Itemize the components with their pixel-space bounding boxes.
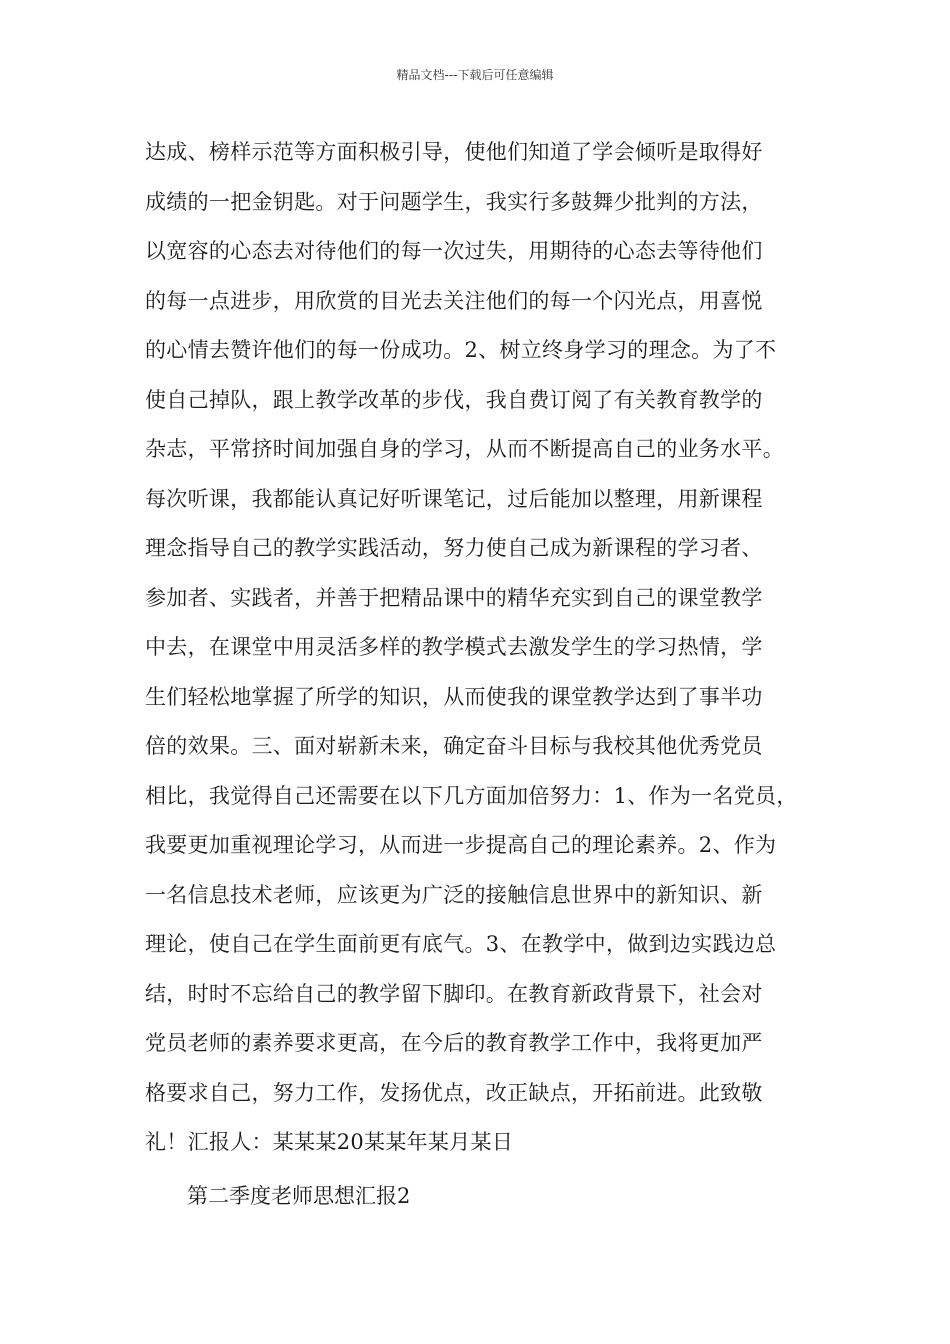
section-title: 第二季度老师思想汇报2 bbox=[187, 1184, 411, 1208]
text-line: 我要更加重视理论学习，从而进一步提高自己的理论素养。2、作为 bbox=[145, 833, 777, 857]
text-line: 每次听课，我都能认真记好听课笔记，过后能加以整理，用新课程 bbox=[145, 486, 763, 511]
text-line: 倍的效果。三、面对崭新未来，确定奋斗目标与我校其他优秀党员 bbox=[145, 734, 763, 758]
text-line: 相比，我觉得自己还需要在以下几方面加倍努力：1、作为一名党员， bbox=[145, 783, 798, 808]
text-line: 一名信息技术老师，应该更为广泛的接触信息世界中的新知识、新 bbox=[145, 882, 763, 907]
text-line: 中去，在课堂中用灵活多样的教学模式去激发学生的学习热情，学 bbox=[145, 635, 763, 659]
text-line: 结，时时不忘给自己的教学留下脚印。在教育新政背景下，社会对 bbox=[145, 981, 763, 1006]
text-line: 达成、榜样示范等方面积极引导，使他们知道了学会倾听是取得好 bbox=[145, 140, 763, 164]
text-line: 理念指导自己的教学实践活动，努力使自己成为新课程的学习者、 bbox=[145, 536, 763, 560]
text-line: 参加者、实践者，并善于把精品课中的精华充实到自己的课堂教学 bbox=[145, 585, 763, 610]
text-line: 生们轻松地掌握了所学的知识，从而使我的课堂教学达到了事半功 bbox=[145, 684, 763, 709]
text-line: 理论，使自己在学生面前更有底气。3、在教学中，做到边实践边总 bbox=[145, 932, 777, 956]
text-line: 党员老师的素养要求更高，在今后的教育教学工作中，我将更加严 bbox=[145, 1031, 763, 1055]
document-body bbox=[145, 128, 835, 1168]
text-line: 成绩的一把金钥匙。对于问题学生，我实行多鼓舞少批判的方法， bbox=[145, 189, 763, 214]
page-header: 精品文档---下载后可任意编辑 bbox=[396, 68, 554, 82]
text-line: 的每一点进步，用欣赏的目光去关注他们的每一个闪光点，用喜悦 bbox=[145, 288, 763, 313]
text-line: 杂志，平常挤时间加强自身的学习，从而不断提高自己的业务水平。 bbox=[145, 437, 784, 461]
text-line: 礼！汇报人：某某某20某某年某月某日 bbox=[145, 1130, 514, 1154]
text-line: 使自己掉队，跟上教学改革的步伐，我自费订阅了有关教育教学的 bbox=[145, 387, 763, 412]
text-line: 格要求自己，努力工作，发扬优点，改正缺点，开拓前进。此致敬 bbox=[145, 1080, 763, 1105]
text-line: 的心情去赞许他们的每一份成功。2、树立终身学习的理念。为了不 bbox=[145, 338, 777, 362]
text-line: 以宽容的心态去对待他们的每一次过失，用期待的心态去等待他们 bbox=[145, 239, 763, 263]
